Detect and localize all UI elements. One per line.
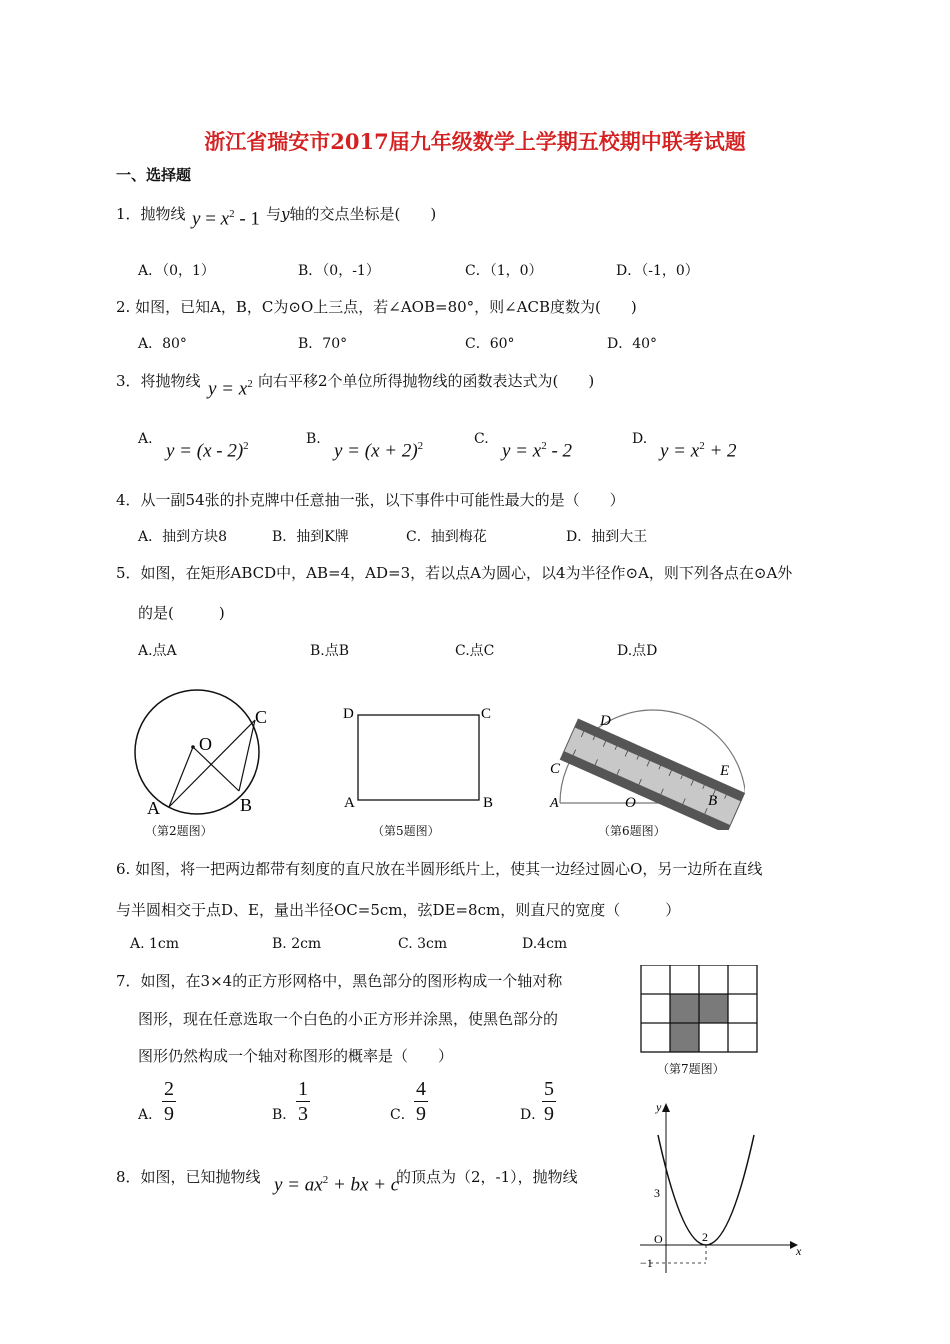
q3-option-c-letter: C. bbox=[474, 431, 489, 447]
q5-option-c: C.点C bbox=[455, 643, 495, 659]
q5-option-b: B.点B bbox=[310, 643, 350, 659]
q3-option-b-letter: B. bbox=[306, 431, 321, 447]
q3-option-d-formula: $y = x^2 + 2$ bbox=[660, 440, 737, 462]
fig2-label-a: A bbox=[147, 798, 160, 818]
q8-prefix: 8．如图，已知抛物线 bbox=[116, 1168, 261, 1186]
q3-prefix: 3．将抛物线 bbox=[116, 372, 201, 390]
q5-option-d: D.点D bbox=[617, 643, 658, 659]
q7-option-a-fraction: $\frac{2}{9}$ bbox=[164, 1078, 174, 1125]
fig5-label-d: D bbox=[343, 706, 354, 722]
fig8-label-y: y bbox=[656, 1100, 662, 1114]
q3-option-d-letter: D. bbox=[632, 431, 648, 447]
fig8-label-o: O bbox=[654, 1232, 663, 1246]
figure-8-parabola-graph bbox=[640, 1095, 815, 1275]
q4-option-c: C．抽到梅花 bbox=[406, 529, 487, 545]
q1-option-c: C．（1，0） bbox=[465, 263, 543, 279]
q2-option-c: C．60° bbox=[465, 336, 515, 352]
q7-option-a-letter: A． bbox=[138, 1107, 163, 1123]
grid-shaded-cell bbox=[670, 1023, 699, 1052]
fig8-label-3: 3 bbox=[654, 1186, 660, 1200]
q3-option-a-letter: A. bbox=[138, 431, 153, 447]
q2-text: 2. 如图，已知A，B，C为⊙O上三点，若∠AOB=80°，则∠ACB度数为( ) bbox=[116, 298, 637, 316]
fig6-label-b: B bbox=[708, 793, 718, 809]
page-title: 浙江省瑞安市2017届九年级数学上学期五校期中联考试题 bbox=[204, 129, 746, 154]
q7-line1: 7．如图，在3×4的正方形网格中，黑色部分的图形构成一个轴对称 bbox=[116, 972, 563, 990]
fig2-caption: （第2题图） bbox=[145, 824, 213, 838]
q4-option-b: B．抽到K牌 bbox=[272, 529, 349, 545]
q3-suffix: 向右平移2个单位所得抛物线的函数表达式为( ) bbox=[258, 372, 595, 390]
q7-option-c-fraction: $\frac{4}{9}$ bbox=[416, 1078, 426, 1125]
fig5-label-c: C bbox=[481, 706, 492, 722]
q7-option-d-fraction: $\frac{5}{9}$ bbox=[544, 1078, 554, 1125]
fig2-label-c: C bbox=[255, 707, 268, 727]
q2-option-d: D．40° bbox=[607, 336, 658, 352]
q1-suffix: 与y轴的交点坐标是( ) bbox=[266, 205, 437, 223]
fig6-label-e: E bbox=[720, 763, 730, 779]
q4-option-d: D．抽到大王 bbox=[566, 529, 648, 545]
q1-option-d: D．（-1，0） bbox=[616, 263, 699, 279]
fig5-label-a: A bbox=[344, 795, 355, 811]
q7-line2: 图形，现在任意选取一个白色的小正方形并涂黑，使黑色部分的 bbox=[138, 1010, 559, 1028]
q7-option-c-letter: C． bbox=[390, 1107, 415, 1123]
grid-shaded-cell bbox=[699, 994, 728, 1023]
figure-2-circle bbox=[125, 685, 285, 820]
q7-option-d-letter: D． bbox=[520, 1107, 546, 1123]
q6-line1: 6. 如图，将一把两边都带有刻度的直尺放在半圆形纸片上，使其一边经过圆心O，另一边所在直线 bbox=[116, 860, 763, 878]
fig6-label-c: C bbox=[550, 761, 561, 777]
fig2-label-b: B bbox=[240, 795, 253, 815]
fig6-caption: （第6题图） bbox=[598, 824, 666, 838]
fig6-label-o: O bbox=[625, 795, 636, 811]
q5-option-a: A.点A bbox=[138, 643, 177, 659]
figure-5-rectangle bbox=[338, 700, 503, 815]
fig5-label-b: B bbox=[483, 795, 494, 811]
q3-option-b-formula: $y = (x + 2)^2$ bbox=[334, 440, 424, 462]
fig5-caption: （第5题图） bbox=[372, 824, 440, 838]
q1-prefix: 1．抛物线 bbox=[116, 205, 186, 223]
q5-line1: 5．如图，在矩形ABCD中，AB=4，AD=3，若以点A为圆心，以4为半径作⊙A，则下列各点在⊙A外 bbox=[116, 564, 793, 582]
q6-option-b: B. 2cm bbox=[272, 936, 322, 952]
section-heading: 一、选择题 bbox=[116, 166, 192, 184]
parabola-curve bbox=[658, 1135, 754, 1245]
q4-text: 4．从一副54张的扑克牌中任意抽一张，以下事件中可能性最大的是（ ） bbox=[116, 491, 625, 509]
fig8-label-neg1: −1 bbox=[640, 1256, 653, 1270]
q7-line3: 图形仍然构成一个轴对称图形的概率是（ ） bbox=[138, 1047, 454, 1065]
fig6-label-d: D bbox=[600, 713, 611, 729]
q3-option-a-formula: y = (x - 2)$^2$ bbox=[166, 440, 249, 462]
q3-option-c-formula: $y = x^2 - 2$ bbox=[502, 440, 573, 462]
fig6-label-a: A bbox=[550, 796, 559, 811]
figure-6-ruler bbox=[545, 705, 745, 830]
q5-line2: 的是( ) bbox=[138, 604, 225, 622]
figure-7-grid bbox=[640, 965, 760, 1055]
q1-option-a: A．（0，1） bbox=[138, 263, 215, 279]
q2-option-b: B．70° bbox=[298, 336, 348, 352]
q7-option-b-letter: B． bbox=[272, 1107, 297, 1123]
q4-option-a: A．抽到方块8 bbox=[138, 529, 228, 545]
q1-formula: $y = x^2 - 1$ bbox=[192, 208, 260, 230]
fig2-label-o: O bbox=[199, 734, 212, 754]
grid-shaded-cell bbox=[670, 994, 699, 1023]
fig8-label-2: 2 bbox=[702, 1230, 708, 1244]
q6-option-a: A. 1cm bbox=[130, 936, 180, 952]
q6-option-d: D.4cm bbox=[522, 936, 568, 952]
q2-option-a: A．80° bbox=[138, 336, 187, 352]
q8-suffix: 的顶点为（2，-1），抛物线 bbox=[396, 1168, 578, 1186]
q6-line2: 与半圆相交于点D、E，量出半径OC=5cm，弦DE=8cm，则直尺的宽度（ ） bbox=[116, 901, 681, 919]
q1-option-b: B．（0，-1） bbox=[298, 263, 380, 279]
fig8-label-x: x bbox=[796, 1244, 802, 1258]
q8-formula: $y = ax^2$ + bx + c bbox=[274, 1174, 400, 1196]
q3-formula: $y = x^2$ bbox=[208, 378, 253, 400]
q7-option-b-fraction: $\frac{1}{3}$ bbox=[298, 1078, 308, 1125]
q6-option-c: C. 3cm bbox=[398, 936, 448, 952]
fig7-caption: （第7题图） bbox=[657, 1062, 725, 1076]
